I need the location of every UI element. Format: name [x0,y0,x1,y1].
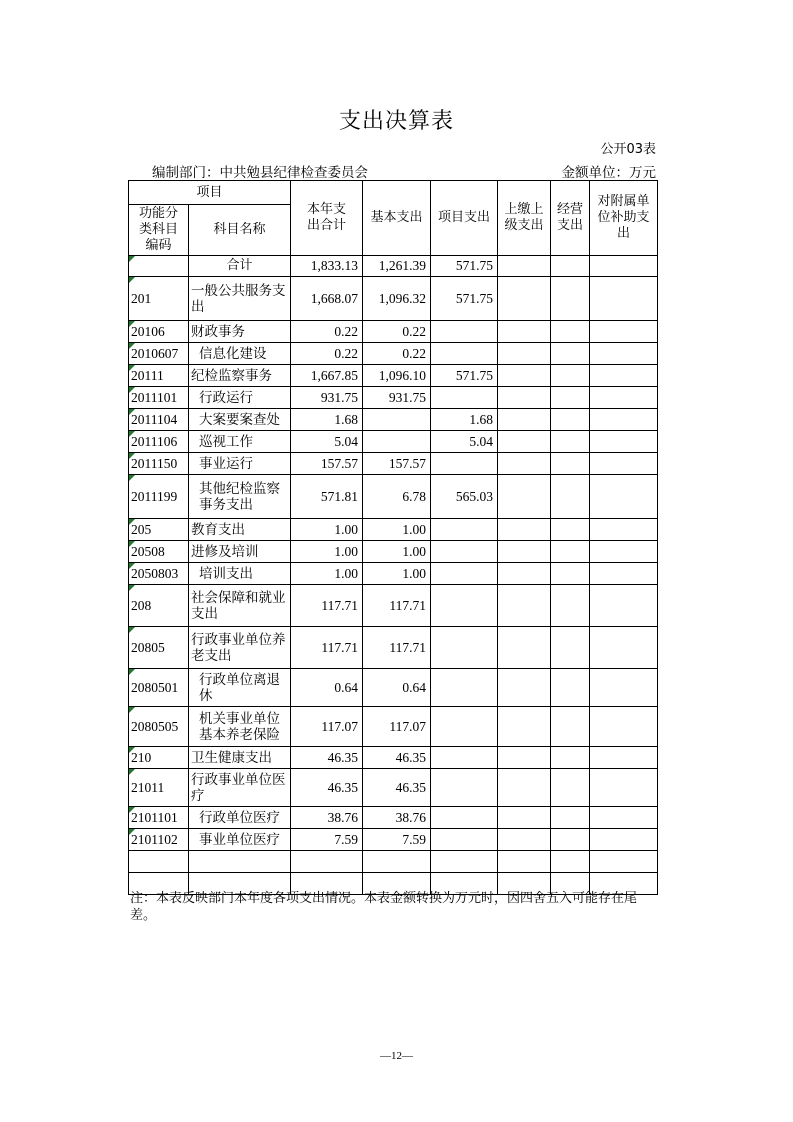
row-upper [498,387,551,409]
row-name: 社会保障和就业支出 [189,585,291,627]
header-business: 经营支出 [551,181,590,256]
row-total: 117.71 [291,585,363,627]
table-row [129,585,658,627]
footnote: 注：本表反映部门本年度各项支出情况。本表金额转换为万元时，因四舍五入可能存在尾差。 [130,890,638,922]
row-subsidy [590,365,658,387]
row-basic: 7.59 [363,829,431,851]
row-name: 培训支出 [189,563,291,585]
row-business [551,387,590,409]
row-business [551,807,590,829]
row-total: 931.75 [291,387,363,409]
total-upper [498,256,551,277]
row-code: 208 [129,585,189,627]
header-project: 项目支出 [431,181,498,256]
row-code: 2080505 [129,707,189,747]
row-upper [498,453,551,475]
row-code: 21011 [129,769,189,807]
row-project [431,453,498,475]
row-upper [498,343,551,365]
row-project [431,321,498,343]
row-subsidy [590,519,658,541]
row-total: 0.22 [291,343,363,365]
blank-cell [498,851,551,873]
row-project [431,747,498,769]
row-business [551,453,590,475]
row-name: 进修及培训 [189,541,291,563]
row-name: 机关事业单位基本养老保险 [189,707,291,747]
row-subsidy [590,321,658,343]
row-subsidy [590,277,658,321]
row-project [431,707,498,747]
row-total: 1.00 [291,541,363,563]
row-total: 571.81 [291,475,363,519]
row-business [551,669,590,707]
row-code: 20508 [129,541,189,563]
table-row [129,747,658,769]
row-upper [498,585,551,627]
row-subsidy [590,431,658,453]
row-project [431,563,498,585]
row-project [431,519,498,541]
row-code: 201 [129,277,189,321]
row-total: 46.35 [291,747,363,769]
row-subsidy [590,453,658,475]
row-basic: 931.75 [363,387,431,409]
header-basic: 基本支出 [363,181,431,256]
row-name: 财政事务 [189,321,291,343]
total-row [129,256,658,277]
row-code: 2010607 [129,343,189,365]
row-name: 事业单位医疗 [189,829,291,851]
row-upper [498,409,551,431]
row-upper [498,431,551,453]
row-upper [498,519,551,541]
blank-cell [189,851,291,873]
row-business [551,829,590,851]
table-row [129,453,658,475]
row-name: 教育支出 [189,519,291,541]
row-basic [363,409,431,431]
total-subsidy [590,256,658,277]
row-business [551,321,590,343]
row-business [551,747,590,769]
row-subsidy [590,387,658,409]
row-name: 行政事业单位医疗 [189,769,291,807]
row-project [431,669,498,707]
form-number: 公开03表 [600,142,656,157]
row-subsidy [590,563,658,585]
blank-cell [291,851,363,873]
row-business [551,769,590,807]
table-row [129,627,658,669]
total-code-cell [129,256,189,277]
row-basic: 0.22 [363,343,431,365]
row-name: 行政单位医疗 [189,807,291,829]
table-row [129,343,658,365]
row-code: 20111 [129,365,189,387]
row-project [431,769,498,807]
row-name: 大案要案查处 [189,409,291,431]
row-basic: 0.64 [363,669,431,707]
row-subsidy [590,627,658,669]
header-total: 本年支出合计 [291,181,363,256]
row-name: 其他纪检监察事务支出 [189,475,291,519]
row-name: 一般公共服务支出 [189,277,291,321]
row-project [431,807,498,829]
header-item: 项目 [129,181,291,205]
table-row [129,277,658,321]
row-total: 117.07 [291,707,363,747]
row-name: 行政单位离退休 [189,669,291,707]
table-row [129,829,658,851]
row-upper [498,365,551,387]
row-code: 210 [129,747,189,769]
row-total: 1,668.07 [291,277,363,321]
row-project: 571.75 [431,277,498,321]
table-row [129,365,658,387]
row-total: 1,667.85 [291,365,363,387]
row-name: 巡视工作 [189,431,291,453]
row-code: 2101101 [129,807,189,829]
row-code: 2011150 [129,453,189,475]
row-total: 157.57 [291,453,363,475]
table-row [129,387,658,409]
table-row [129,707,658,747]
row-basic: 157.57 [363,453,431,475]
row-business [551,627,590,669]
row-project: 565.03 [431,475,498,519]
row-upper [498,475,551,519]
row-business [551,409,590,431]
row-total: 46.35 [291,769,363,807]
row-subsidy [590,829,658,851]
row-project [431,343,498,365]
row-code: 2011101 [129,387,189,409]
table-row [129,541,658,563]
row-upper [498,277,551,321]
row-upper [498,807,551,829]
header-code: 功能分类科目编码 [129,205,189,256]
total-label: 合计 [189,256,291,277]
row-upper [498,321,551,343]
row-subsidy [590,541,658,563]
row-code: 20805 [129,627,189,669]
row-upper [498,707,551,747]
row-business [551,585,590,627]
row-project: 571.75 [431,365,498,387]
header-name: 科目名称 [189,205,291,256]
row-code: 2011199 [129,475,189,519]
table-row [129,321,658,343]
row-business [551,277,590,321]
row-basic: 117.71 [363,585,431,627]
row-business [551,563,590,585]
row-business [551,431,590,453]
row-subsidy [590,707,658,747]
row-total: 0.64 [291,669,363,707]
row-code: 2011104 [129,409,189,431]
blank-cell [590,851,658,873]
row-total: 7.59 [291,829,363,851]
row-project [431,627,498,669]
row-subsidy [590,669,658,707]
row-code: 2011106 [129,431,189,453]
row-business [551,343,590,365]
row-basic: 6.78 [363,475,431,519]
row-code: 2050803 [129,563,189,585]
row-total: 117.71 [291,627,363,669]
department-label: 编制部门：中共勉县纪律检查委员会 [152,165,368,181]
row-total: 5.04 [291,431,363,453]
row-subsidy [590,475,658,519]
row-business [551,519,590,541]
row-total: 1.00 [291,519,363,541]
row-business [551,707,590,747]
blank-cell [129,851,189,873]
total-basic: 1,261.39 [363,256,431,277]
header-upper: 上缴上级支出 [498,181,551,256]
row-code: 2080501 [129,669,189,707]
row-code: 20106 [129,321,189,343]
row-project [431,541,498,563]
row-project: 1.68 [431,409,498,431]
table-row [129,519,658,541]
row-subsidy [590,409,658,431]
row-basic: 1,096.10 [363,365,431,387]
row-upper [498,627,551,669]
row-subsidy [590,769,658,807]
row-business [551,365,590,387]
table-row [129,769,658,807]
unit-label: 金额单位：万元 [561,165,656,181]
table-row [129,409,658,431]
row-upper [498,747,551,769]
row-upper [498,829,551,851]
row-code: 205 [129,519,189,541]
row-total: 38.76 [291,807,363,829]
row-subsidy [590,343,658,365]
table-row [129,669,658,707]
row-basic: 117.71 [363,627,431,669]
row-total: 1.00 [291,563,363,585]
row-subsidy [590,585,658,627]
table-row [129,807,658,829]
row-upper [498,769,551,807]
row-basic: 1.00 [363,563,431,585]
blank-cell [551,851,590,873]
row-project: 5.04 [431,431,498,453]
table-row [129,563,658,585]
row-project [431,387,498,409]
row-total: 0.22 [291,321,363,343]
row-subsidy [590,807,658,829]
row-business [551,475,590,519]
row-basic: 38.76 [363,807,431,829]
row-business [551,541,590,563]
row-name: 事业运行 [189,453,291,475]
row-basic: 117.07 [363,707,431,747]
row-basic: 0.22 [363,321,431,343]
row-basic: 1,096.32 [363,277,431,321]
blank-cell [431,851,498,873]
row-total: 1.68 [291,409,363,431]
row-subsidy [590,747,658,769]
row-upper [498,563,551,585]
row-name: 行政运行 [189,387,291,409]
blank-cell [363,851,431,873]
row-name: 行政事业单位养老支出 [189,627,291,669]
header-subsidy: 对附属单位补助支出 [590,181,658,256]
row-basic: 1.00 [363,541,431,563]
row-basic: 1.00 [363,519,431,541]
row-name: 纪检监察事务 [189,365,291,387]
page-number: —12— [380,1050,413,1062]
row-name: 卫生健康支出 [189,747,291,769]
row-project [431,585,498,627]
table-row [129,431,658,453]
row-basic: 46.35 [363,747,431,769]
row-basic: 46.35 [363,769,431,807]
row-upper [498,669,551,707]
expenditure-table [128,180,658,895]
total-project: 571.75 [431,256,498,277]
blank-row [129,851,658,873]
total-amount: 1,833.13 [291,256,363,277]
row-name: 信息化建设 [189,343,291,365]
total-business [551,256,590,277]
row-basic [363,431,431,453]
table-row [129,475,658,519]
page-title: 支出决算表 [338,109,454,134]
row-project [431,829,498,851]
row-upper [498,541,551,563]
row-code: 2101102 [129,829,189,851]
